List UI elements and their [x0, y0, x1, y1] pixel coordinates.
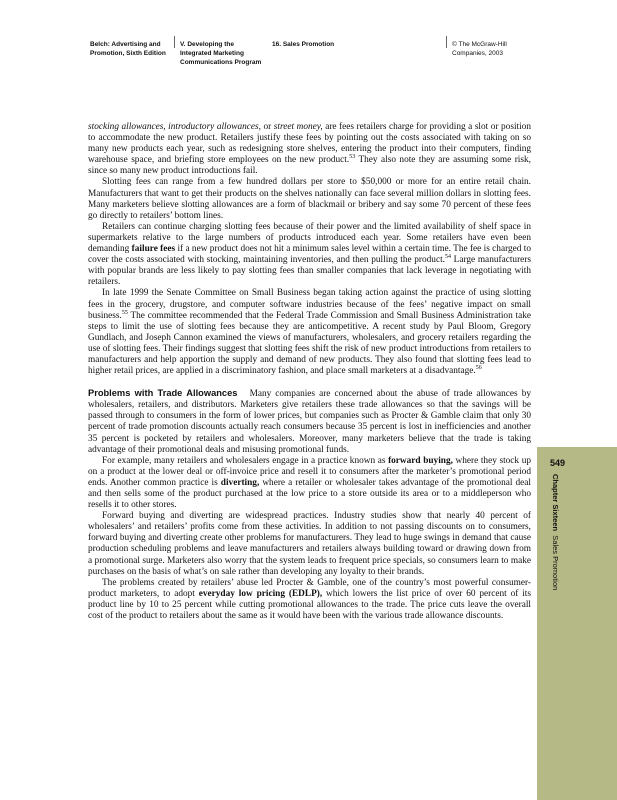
side-chapter-title: Sales Promotion: [551, 535, 560, 591]
paragraph: The problems created by retailers’ abuse led Procter & Gamble, one of the country’s most powerful consumer-product marketers, to adopt everyday low pricing (EDLP), which lowers the list price of over 60 percent of its product line by 10 to 25 percent while cutting promotional allowances to the trade. The price cuts leave the overall cost of the product to retailers about the same as it would have been with the various trade allowance discounts.: [88, 577, 531, 622]
page-number: 549: [550, 458, 566, 468]
header-divider: [446, 36, 447, 48]
footnote-ref: 55: [121, 309, 128, 316]
header-part-title: [180, 40, 261, 67]
key-term: forward buying,: [388, 455, 453, 466]
body-text: [88, 122, 531, 622]
side-chapter-label: [550, 474, 562, 604]
header-book-line1: Belch: Advertising and: [90, 41, 161, 48]
header-divider: [174, 36, 175, 48]
paragraph: In late 1999 the Senate Committee on Small Business began taking action against the practice of using slotting fees in the grocery, drugstore, and computer software industries because of the fees’ negative impact on small business.$^{55}$ The committee recommended that the Federal Trade Commission and Small Business Administration take steps to limit the use of slotting fees because they are anticompetitive. A recent study by Paul Bloom, Gregory Gundlach, and Joseph Cannon examined the views of manufacturers, wholesalers, and grocery retailers regarding the use of slotting fees. Their findings suggest that slotting fees shift the risk of new product introductions from retailers to manufacturers and help apportion the supply and demand of new products. They also found that slotting fees lead to higher retail prices, are applied in a discriminatory fashion, and place small marketers at a disadvantage.$^{56}$: [88, 288, 531, 377]
footnote-ref: 54: [445, 254, 451, 261]
paragraph: Slotting fees can range from a few hundred dollars per store to $50,000 or more for an entire retail chain. Manufacturers that want to get their products on the shelves nationally can face several million dollars in slotting fees. Many marketers believe slotting allowances are a form of blackmail or bribery and say some 70 percent of these fees go directly to retailers’ bottom lines.: [88, 177, 531, 221]
header-book-title: [90, 40, 166, 58]
header-copyright-line1: © The McGraw-Hill: [452, 41, 507, 48]
key-term: failure fees: [131, 244, 176, 255]
footnote-ref: 56: [475, 365, 482, 372]
header-part-line1: V. Developing the: [180, 41, 234, 48]
header-copyright: [452, 40, 507, 58]
side-chapter-number: Chapter Sixteen: [551, 474, 560, 532]
key-term: diverting,: [220, 477, 260, 488]
chapter-side-tab: [537, 447, 617, 800]
key-term: everyday low pricing (EDLP),: [198, 588, 323, 599]
header-copyright-line2: Companies, 2003: [452, 50, 503, 57]
header-part-line2: Integrated Marketing: [180, 50, 244, 57]
header-part-line3: Communications Program: [180, 59, 262, 66]
paragraph: Retailers can continue charging slotting fees because of their power and the limited availability of shelf space in supermarkets relative to the large numbers of products introduced each year. Some retailers have even been demanding failure fees if a new product does not hit a minimum sales level within a certain time. The fee is charged to cover the costs associated with stocking, maintaining inventories, and then pulling the product.$^{54}$ Large manufacturers with popular brands are less likely to pay slotting fees than smaller companies that lack leverage in negotiating with retailers.: [88, 221, 532, 288]
section-heading: Problems with Trade Allowances: [88, 388, 238, 399]
paragraph: Forward buying and diverting are widespread practices. Industry studies show that nearly 40 percent of wholesalers’ and retailers’ profits come from these activities. In addition to not passing discounts on to consumers, forward buying and diverting create other problems for manufacturers. They lead to huge swings in demand that cause production scheduling problems and leave manufacturers and retailers always building toward or drawing down from a promotional surge. Marketers also worry that the system leads to frequent price specials, so consumers learn to make purchases on the basis of what’s on sale rather than developing any loyalty to their brands.: [88, 511, 531, 577]
header-chapter: 16. Sales Promotion: [272, 41, 335, 48]
footnote-ref: 53: [349, 154, 356, 161]
paragraph: stocking allowances, introductory allowances, or street money, are fees retailers charge for providing a slot or position to accommodate the new product. Retailers justify these fees by pointing out the costs associated with taking on so many new products each year, such as redesigning store shelves, entering the product into their computers, finding warehouse space, and briefing store employees on the new product.$^{53}$ They also note they are assuming some risk, since so many new product introductions fail.: [88, 122, 531, 177]
paragraph: Problems with Trade Allowances Many companies are concerned about the abuse of trade allowances by wholesalers, retailers, and distributors. Marketers give retailers these trade allowances so that the savings will be passed through to consumers in the form of lower prices, but companies such as Procter & Gamble claim that only 30 percent of trade promotion discounts actually reach consumers because 35 percent is lost in inefficiencies and another 35 percent is pocketed by retailers and wholesalers. Moreover, many marketers believe that the trade is taking advantage of their promotional deals and misusing promotional funds.: [88, 388, 531, 455]
paragraph: For example, many retailers and wholesalers engage in a practice known as forward buying, where they stock up on a product at the lower deal or off-invoice price and resell it to consumers after the marketer’s promotional period ends. Another common practice is diverting, where a retailer or wholesaler takes advantage of the promotional deal and then sells some of the product purchased at the low price to a store outside its area or to a middleperson who resells it to other stores.: [88, 455, 531, 511]
header-book-line2: Promotion, Sixth Edition: [90, 50, 166, 57]
